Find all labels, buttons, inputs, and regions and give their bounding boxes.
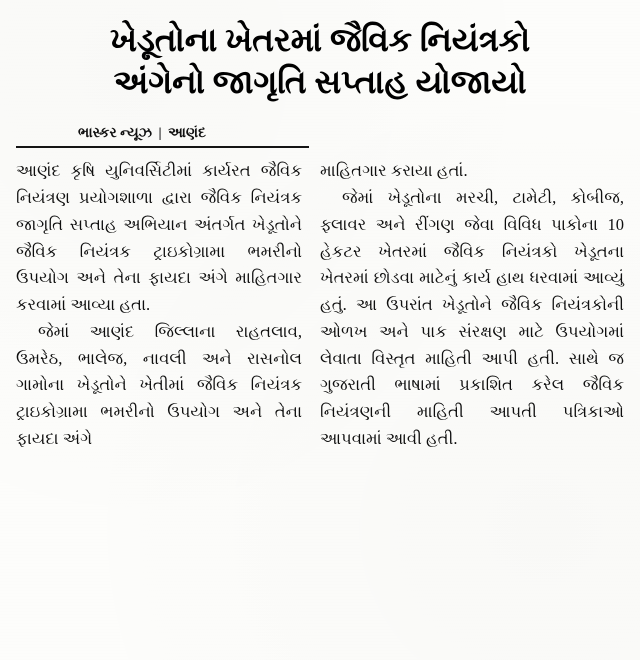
paragraph: આણંદ કૃષિ યુનિવર્સિટીમાં કાર્યરત જૈવિક નિયંત્રણ પ્રયોગશાળા દ્વારા જૈવિક નિયંત્રક જાગૃતિ સપ્તાહ અભિયાન અંતર્ગત ખેડૂતોને જૈવિક નિયંત્રક ટ્રાઇકોગ્રામા ભમરીનો ઉપયોગ અને તેના ફાયદા અંગે માહિતગાર કરવામાં આવ્યા હતા.	[16, 161, 302, 315]
byline-place: આણંદ	[168, 126, 206, 142]
divider-rule	[16, 146, 309, 148]
paragraph: માહિતગાર કરાયા હતાં.	[320, 161, 468, 181]
page-title	[22, 20, 618, 104]
column-left	[16, 158, 316, 452]
column-right	[316, 158, 624, 452]
byline	[78, 126, 206, 142]
byline-row	[16, 126, 624, 148]
paragraph: જેમાં આણંદ જિલ્લાના રાહતલાવ, ઉમરેઠ, ભાલેજ, નાવલી અને રાસનોલ ગામોના ખેડૂતોને ખેતીમાં જૈવિક નિયંત્રક ટ્રાઇકોગ્રામા ભમરીનો ઉપયોગ અને તેના ફાયદા અંગે	[16, 321, 302, 448]
article-body	[16, 158, 624, 452]
paragraph: જેમાં ખેડૂતોના મરચી, ટામેટી, કોબીજ, ફ્લાવર અને રીંગણ જેવા વિવિધ પાકોના 10 હેકટર ખેતરમાં જૈવિક નિયંત્રકો ખેડૂતના ખેતરમાં છોડવા માટેનું કાર્ય હાથ ધરવામાં આવ્યું હતું. આ ઉપરાંત ખેડૂતોને જૈવિક નિયંત્રકોની ઓળખ અને પાક સંરક્ષણ માટે ઉપયોગમાં લેવાતા વિસ્તૃત માહિતી આપી હતી. સાથે જ ગુજરાતી ભાષામાં પ્રકાશિત કરેલ જૈવિક નિયંત્રણની માહિતી આપતી પત્રિકાઓ આપવામાં આવી હતી.	[320, 188, 624, 448]
byline-separator: |	[158, 126, 162, 142]
byline-source: ભાસ્કર ન્યૂઝ	[78, 126, 153, 142]
headline-line-1: ખેડૂતોના ખેતરમાં જૈવિક નિયંત્રકો	[109, 23, 531, 59]
headline-line-2: અંગેનો જાગૃતિ સપ્તાહ યોજાયો	[113, 65, 527, 102]
